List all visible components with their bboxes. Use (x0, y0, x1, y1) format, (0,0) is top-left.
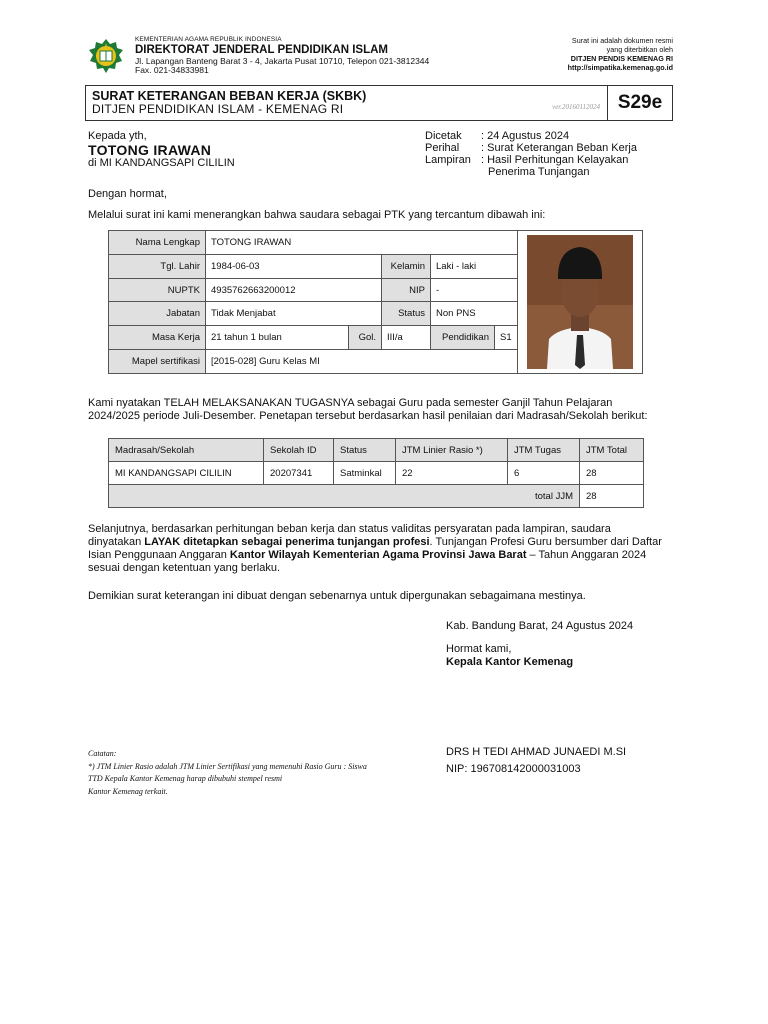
notice-url[interactable]: http://simpatika.kemenag.go.id (567, 63, 673, 72)
address-line-2: Fax. 021-34833981 (135, 65, 209, 75)
position-label: Jabatan (109, 302, 206, 326)
dob-label: Tgl. Lahir (109, 254, 206, 278)
eligibility-text: – Tahun Anggaran 2024 (526, 549, 647, 561)
teacher-profile-table (108, 230, 643, 374)
total-jjm-value: 28 (580, 485, 644, 508)
notes (88, 748, 433, 798)
name-value: TOTONG IRAWAN (206, 231, 518, 255)
nuptk-value: 4935762663200012 (206, 278, 382, 302)
place-date: Kab. Bandung Barat, 24 Agustus 2024 (446, 620, 634, 632)
jtm-task: 6 (508, 462, 580, 485)
signer-name: DRS H TEDI AHMAD JUNAEDI M.SI (446, 746, 627, 758)
teacher-photo (527, 235, 633, 369)
school-status: Satminkal (334, 462, 396, 485)
position-value: Tidak Menjabat (206, 302, 382, 326)
nip-label: NIP (382, 278, 431, 302)
notice-line-3: DITJEN PENDIS KEMENAG RI (570, 54, 673, 63)
table-total-row (109, 485, 644, 508)
signer-nip: NIP: 196708142000031003 (446, 763, 581, 775)
nuptk-label: NUPTK (109, 278, 206, 302)
tenure-value: 21 tahun 1 bulan (206, 326, 349, 350)
notes-heading: Catatan: (88, 749, 117, 758)
header-jtm-linear: JTM Linier Rasio *) (396, 439, 508, 462)
recipient-label: Kepada yth, (88, 130, 147, 142)
budget-office: Kantor Wilayah Kementerian Agama Provinsi Jawa Barat (229, 549, 527, 561)
cert-value: [2015-028] Guru Kelas MI (206, 350, 518, 374)
notes-line-1: *) JTM Linier Rasio adalah JTM Linier Sertifikasi yang memenuhi Rasio Guru : Siswa (88, 761, 367, 771)
school-workload-table (108, 438, 644, 508)
notes-line-3: Kantor Kemenag terkait. (88, 786, 168, 796)
notes-line-2: TTD Kepala Kantor Kemenag harap dibubuhi stempel resmi (88, 774, 283, 783)
directorate-name: DIREKTORAT JENDERAL PENDIDIKAN ISLAM (135, 44, 389, 56)
header-status: Status (334, 439, 396, 462)
ministry-name: KEMENTERIAN AGAMA REPUBLIK INDONESIA (135, 36, 282, 43)
eligibility-text: Isian Penggunaan Anggaran (88, 549, 230, 561)
eligibility-line-3 (88, 549, 678, 563)
table-row (109, 462, 644, 485)
status-value: Non PNS (431, 302, 518, 326)
total-jjm-label: total JJM (109, 485, 580, 508)
document-title-box (85, 85, 673, 121)
cert-label: Mapel sertifikasi (109, 350, 206, 374)
document-title: SURAT KETERANGAN BEBAN KERJA (SKBK) (92, 89, 367, 103)
attachment-value-2: Penerima Tunjangan (488, 166, 590, 178)
document-subtitle: DITJEN PENDIDIKAN ISLAM - KEMENAG RI (92, 102, 344, 116)
recipient-place: di MI KANDANGSAPI CILILIN (88, 157, 235, 169)
header-school-id: Sekolah ID (264, 439, 334, 462)
notice-line-2: yang diterbitkan oleh (606, 45, 673, 54)
statement-line-2: 2024/2025 periode Juli-Desember. Penetapan tersebut berdasarkan hasil penilaian dari Madrasah/Sekolah berikut: (88, 410, 648, 422)
eligibility-verdict: LAYAK ditetapkan sebagai penerima tunjangan profesi (144, 536, 430, 548)
header-jtm-total: JTM Total (580, 439, 644, 462)
official-notice (568, 36, 673, 72)
grade-label: Gol. (349, 326, 382, 350)
address-line-1: Jl. Lapangan Banteng Barat 3 - 4, Jakarta Pusat 10710, Telepon 021-3812344 (135, 56, 430, 66)
printed-date: : 24 Agustus 2024 (481, 130, 570, 142)
nip-value: - (431, 278, 518, 302)
eligibility-line-2 (88, 536, 678, 550)
subject-label: Perihal (425, 142, 460, 154)
school-id: 20207341 (264, 462, 334, 485)
eligibility-text: . Tunjangan Profesi Guru bersumber dari Daftar (429, 536, 662, 548)
eligibility-line-4: sesuai dengan ketentuan yang berlaku. (88, 562, 281, 574)
school-name: MI KANDANGSAPI CILILIN (109, 462, 264, 485)
eligibility-line-1: Selanjutnya, berdasarkan perhitungan beban kerja dan status validitas persyaratan pada lampiran, saudara (88, 523, 611, 535)
statement-line-1: Kami nyatakan TELAH MELAKSANAKAN TUGASNYA sebagai Guru pada semester Ganjil Tahun Pelajaran (88, 397, 613, 409)
gender-value: Laki - laki (431, 254, 518, 278)
photo-cell (517, 231, 642, 374)
notice-line-1: Surat ini adalah dokumen resmi (571, 36, 673, 45)
kemenag-emblem-icon (88, 38, 124, 74)
education-label: Pendidikan (431, 326, 495, 350)
table-row (109, 231, 643, 255)
name-label: Nama Lengkap (109, 231, 206, 255)
attachment-value-1: : Hasil Perhitungan Kelayakan (481, 154, 629, 166)
header-jtm-task: JTM Tugas (508, 439, 580, 462)
greeting: Dengan hormat, (88, 188, 167, 200)
grade-value: III/a (382, 326, 431, 350)
regards: Hormat kami, (446, 643, 512, 655)
jtm-total: 28 (580, 462, 644, 485)
printed-label: Dicetak (425, 130, 462, 142)
education-value: S1 (495, 326, 518, 350)
signer-role: Kepala Kantor Kemenag (446, 656, 574, 668)
document-code: S29e (607, 86, 672, 120)
closing-paragraph: Demikian surat keterangan ini dibuat dengan sebenarnya untuk dipergunakan sebagaimana mestinya. (88, 590, 586, 602)
table-header-row (109, 439, 644, 462)
intro-paragraph: Melalui surat ini kami menerangkan bahwa saudara sebagai PTK yang tercantum dibawah ini: (88, 209, 546, 221)
gender-label: Kelamin (382, 254, 431, 278)
subject-value: : Surat Keterangan Beban Kerja (481, 142, 637, 154)
document-version: ver.20160112024 (552, 103, 600, 111)
status-label: Status (382, 302, 431, 326)
tenure-label: Masa Kerja (109, 326, 206, 350)
dob-value: 1984-06-03 (206, 254, 382, 278)
jtm-linear: 22 (396, 462, 508, 485)
header-school: Madrasah/Sekolah (109, 439, 264, 462)
eligibility-text: dinyatakan (88, 536, 145, 548)
recipient-name: TOTONG IRAWAN (88, 142, 212, 158)
attachment-label: Lampiran (425, 154, 471, 166)
